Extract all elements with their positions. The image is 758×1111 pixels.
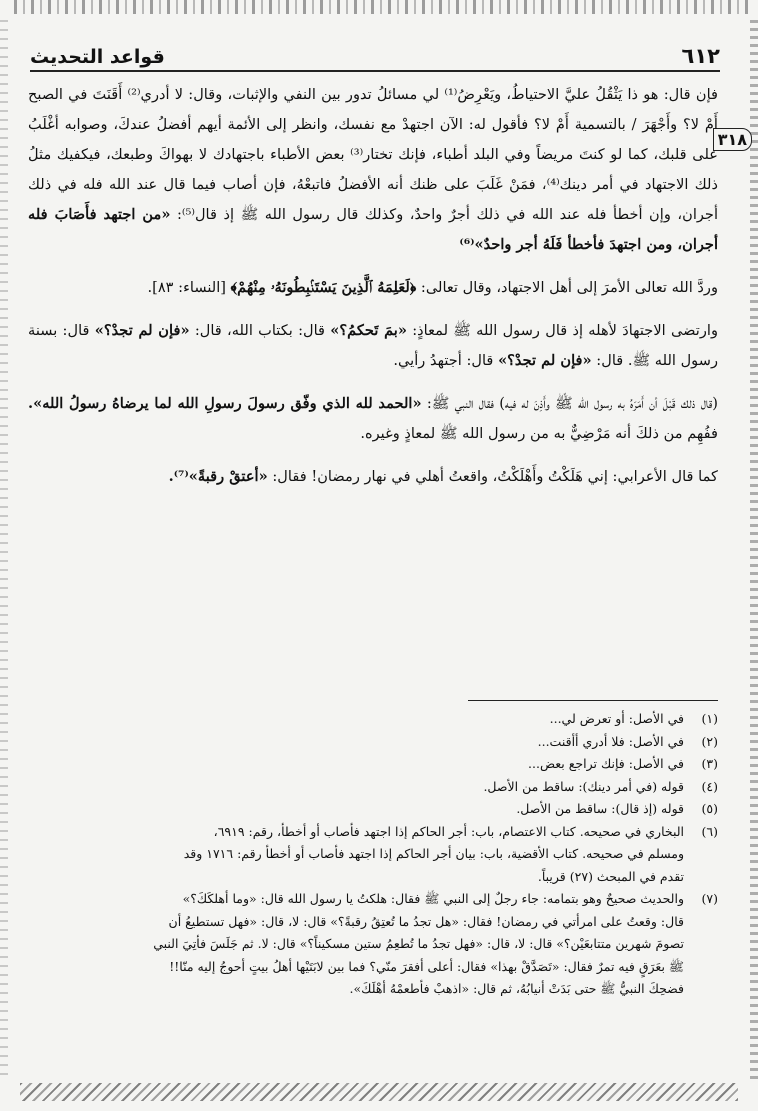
margin-page-marker: ٣١٨ [713, 128, 752, 151]
footnote: (٧) والحديث صحيحٌ وهو بتمامه: جاء رجلٌ إلى النبي ﷺ فقال: هلكتُ يا رسول الله قال: «وما أهلكَكَ؟» قال: وقعتُ على امرأتي في رمضان! فقال: «هل تجدُ ما تُعتِقُ رقبةً؟» قال: لا، قال: «فهل تستطيعُ أن تصومَ شهرين متتابعَيْن؟» قال: لا، قال: «فهل تجدُ ما تُطعِمُ ستين مسكيناً؟» قال: لا. ثم جَلَسَ فأتِيَ النبي ﷺ بعَرَقٍ فيه تمرٌ فقال: «تَصَدَّقْ بهذا» فقال: أعلى أفقرَ منّي؟ فما بين لابَتَيْها أهلُ بيتٍ أحوجُ إليه منّا!! فضحِكَ النبيُّ ﷺ حتى بَدَتْ أنيابُهُ، ثم قال: «اذهبْ فأطعمْهُ أهْلَكَ». [28, 888, 718, 1001]
footnote-number: (٦) [701, 823, 718, 839]
header-rule [30, 70, 720, 72]
hadith-quote: «من اجتهد فأَصَابَ فله أجران، ومن اجتهدَ فأخطأ فَلَهُ أجر واحدٌ»⁽⁶⁾ [28, 206, 718, 253]
hadith-quote: «الحمد لله الذي وفّق رسولَ رسولِ الله لما يرضاهُ رسولُ الله». [28, 395, 422, 412]
bottom-ornament-border [20, 1083, 738, 1101]
paragraph-1-text: فإن قال: هو ذا يَثْقُلُ عليَّ الاحتياطُ، ويَعْرِضُ⁽¹⁾ لي مسائلُ تدور بين النفي والإثبات، وقال: لا أدري⁽²⁾ أَقَنَتَ في الصبح أَمْ لا؟ وأَجْهَرَ / بالتسمية أَمْ لا؟ فأقول له: الآن اجتهدْ مع نفسك، وانظر إلى الأئمة أيهم أفضلُ عندكَ، وصوابه أغْلَبُ على قلبك، كما لو كنتَ مريضاً وفي البلد أطباء، فإنك تختار⁽³⁾ بعض الأطباء باجتهادك لا بهواكَ وطبعك، فيكفيك مثلُ ذلك الاجتهاد في أمر دينك⁽⁴⁾، فمَنْ غَلَبَ على ظنك أنه الأفضلُ فاتبعْهُ، فإن أصاب فيما قال عند الله فله في ذلك أجران، وإن أخطأ فله عند الله في ذلك أجرٌ واحدٌ، وكذلك قال رسول الله ﷺ إذ قال⁽⁵⁾: [28, 86, 719, 223]
right-ornament-border [750, 20, 758, 1081]
hadith-quote: «أعتقْ رقبةً»⁽⁷⁾. [168, 468, 268, 485]
footnote: (١) في الأصل: أو تعرض لي... [28, 708, 718, 731]
footnote: (٤) قوله (في أمر دينك): ساقط من الأصل. [28, 776, 718, 799]
book-title: قواعد التحديث [30, 46, 165, 68]
main-text [28, 80, 718, 492]
footnote-number: (١) [701, 711, 718, 726]
footnote: (٢) في الأصل: فلا أدري أأقنت... [28, 731, 718, 754]
left-ornament-border [0, 20, 8, 1081]
paragraph-4: (قال ذلك قَبْلَ أن أَمَرَهُ به رسول الله ﷺ وأَذِنَ له فيه) فقال النبي ﷺ: «الحمد لله الذي وفّق رسولَ رسولِ الله لما يرضاهُ رسولُ الله». ففُهِم من ذلكَ أنه مَرْضِيٌّ به من رسول الله ﷺ لمعاذٍ وغيره. [28, 395, 719, 442]
top-ornament-border [14, 0, 748, 14]
paragraph-1 [28, 80, 718, 260]
paragraph-2: وردَّ الله تعالى الأمرَ إلى أهل الاجتهاد، وقال تعالى: ﴿لَعَلِمَهُ ٱلَّذِينَ يَسْتَنۢبِطُونَهُۥ مِنْهُمْ﴾ [النساء: ٨٣]. [147, 279, 718, 296]
verse-reference: [النساء: ٨٣]. [147, 279, 226, 296]
footnote-number: (٥) [701, 801, 718, 816]
footnote-separator [468, 700, 718, 701]
paragraph-5: كما قال الأعرابي: إني هَلَكْتُ وأَهْلَكْتُ، واقعتُ أهلي في نهار رمضان! فقال: «أعتقْ رقبةً»⁽⁷⁾. [168, 468, 718, 485]
footnote-number: (٧) [701, 891, 718, 906]
page-header [30, 34, 720, 68]
page-number: ٦١٢ [681, 44, 720, 68]
quran-verse: ﴿لَعَلِمَهُ ٱلَّذِينَ يَسْتَنۢبِطُونَهُۥ مِنْهُمْ﴾ [230, 279, 417, 296]
footnotes [28, 708, 718, 1001]
footnote: (٦) البخاري في صحيحه. كتاب الاعتصام، باب: أجر الحاكم إذا اجتهد فأصاب أو أخطأ، رقم: ٦٩١٩، ومسلم في صحيحه. كتاب الأقضية، باب: بيان أجر الحاكم إذا اجتهد فأصاب أو أخطأ رقم: ١٧١٦ وقد تقدم في المبحث (٢٧) قريباً. [28, 821, 718, 889]
footnote-number: (٣) [701, 756, 718, 771]
footnote: (٥) قوله (إذ قال): ساقط من الأصل. [28, 798, 718, 821]
footnote-number: (٢) [701, 733, 718, 749]
footnote: (٣) في الأصل: فإنك تراجع بعض... [28, 753, 718, 776]
paragraph-3: وارتضى الاجتهادَ لأهله إذ قال رسول الله ﷺ لمعاذٍ: «بمَ تَحكمُ؟» قال: بكتاب الله، قال: «فإن لم تجدْ؟» قال: بسنة رسول الله ﷺ. قال: «فإن لم تجدْ؟» قال: أجتهدُ رأيي. [28, 322, 718, 369]
footnote-number: (٤) [701, 778, 718, 794]
